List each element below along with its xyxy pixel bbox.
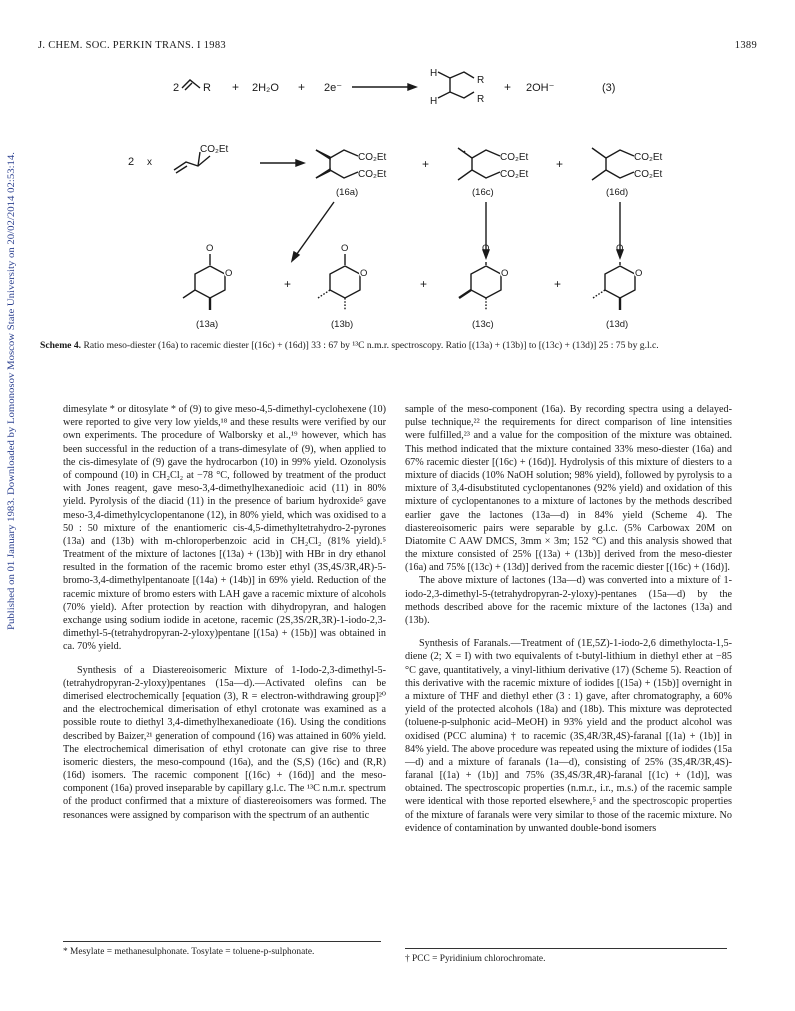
eq-coefficient: 2 (173, 82, 180, 94)
plus-13c-13d: + (554, 277, 562, 291)
13a-o-carbonyl: O (206, 243, 214, 254)
arrow-16a-13a (294, 202, 334, 258)
lactone-13b (318, 243, 367, 330)
plus-13b-13c: + (420, 277, 428, 291)
eq-plus-3: + (504, 80, 512, 94)
scheme-caption (40, 340, 755, 353)
reactant-times: x (147, 157, 152, 168)
eq-r-bottom: R (477, 94, 485, 105)
footnote-rule-left (63, 941, 381, 942)
13a-o-ring: O (225, 268, 233, 279)
plus-16c-16d: + (556, 157, 564, 171)
ethyl-crotonate (128, 144, 304, 173)
scheme-4-figure (40, 62, 760, 334)
13d-label: (13d) (606, 319, 629, 330)
16d-label: (16d) (606, 187, 629, 198)
footnote-rule-right (405, 948, 727, 949)
16a-lower (330, 170, 358, 178)
16d-upper (606, 150, 634, 158)
eq-hydroxide: 2OH⁻ (526, 82, 555, 94)
page-number: 1389 (734, 40, 757, 51)
footnote-left (63, 946, 386, 958)
left-column (63, 403, 386, 822)
eq-plus-2: + (298, 80, 306, 94)
eq-water: 2H₂O (252, 82, 279, 94)
16c-label: (16c) (472, 187, 494, 198)
right-column (405, 403, 732, 835)
dimer-upper-arm (450, 72, 474, 78)
16d-ester-top: CO₂Et (634, 152, 663, 163)
13b-o-ring: O (360, 268, 368, 279)
13c-o-carbonyl: O (482, 243, 490, 254)
16a-label: (16a) (336, 187, 359, 198)
diester-16c (458, 148, 529, 198)
left-paragraph-2: Synthesis of a Diastereoisomeric Mixture of 1-Iodo-2,3-dimethyl-5-(tetrahydropyran-2-yloxy)pentanes (15a—d).—Activated olefins can be dimerised electrochemically [equation (3), R = electron-withdrawing group]²⁰ and the electrochemical dimerisation of ethyl crotonate was examined as a possible route to diethyl 3,4-dimethylhexanedioate (16). Using the conditions described by Baizer,²¹ generation of compound (16) was attained in 60% yield. The electrochemical dimerisation of ethyl crotonate can give rise to three isomeric diesters, the meso-compound (16a), and the (S,S) (16c) and (R,R) (16d) isomers. The racemic component [(16c) + (16d)] and the meso-component (16a) proved inseparable by capillary g.l.c. The ¹³C n.m.r. spectrum of the product confirmed that a mixture of diastereoisomers was formed. The resonances were assigned by comparison with the spectrum of an authentic (63, 664, 386, 821)
13a-label: (13a) (196, 319, 219, 330)
13c-methyl-1 (459, 290, 471, 298)
eq-plus-1: + (232, 80, 240, 94)
13c-label: (13c) (472, 319, 494, 330)
eq-arrowhead (408, 84, 416, 90)
13c-o-ring: O (501, 268, 509, 279)
13a-methyl-1 (183, 290, 195, 298)
right-paragraph-2: The above mixture of lactones (13a—d) was converted into a mixture of 1-iodo-2,3-dimethyl-5-(tetrahydropyran-2-yloxy)-pentanes (15a—d) by the methods described above for the racemic mixture of the lactones (13a) and (13b). (405, 575, 732, 626)
equation-3 (173, 68, 615, 107)
16a-ester-bottom: CO₂Et (358, 169, 387, 180)
16c-backbone (458, 148, 472, 180)
16a-upper (330, 150, 358, 158)
left-paragraph-1: dimesylate * or ditosylate * of (9) to give meso-4,5-dimethyl-cyclohexene (10) were reported to give very low yields,¹⁸ and these results were verified by our own experiments. The procedure of Walborsky et al.,¹⁹ however, which has been successful in the reduction of a trans-dimesylate of (9), when applied to the cis-dimesylate of (9) gave the hydrocarbon (10) in 99% yield. Ozonolysis of compound (10) in CH₂Cl₂ at −78 °C, followed by treatment of the product with Jones reagent, gave meso-3,4-dimethylhexanedioic acid (11) in 80% yield. Pyrolysis of the diacid (11) in the presence of barium hydroxide⁵ gave meso-3,4-dimethylcyclopentanone (12), in 80% yield, which was oxidised to a 50 : 50 mixture of the enantiomeric cis-4,5-dimethyltetrahydro-2-pyrones (13a) and (13b) with m-chloroperbenzoic acid in CH₂Cl₂ (81% yield).⁵ Treatment of the mixture of lactones [(13a) + (13b)] with HBr in dry ethanol resulted in the formation of the racemic bromo ester ethyl (3S,4S/3R,4R)-5-bromo-3,4-dimethylpentanoate [(14a) + (14b)] in 69% yield. Reduction of the racemic mixture of bromo esters with LAH gave a racemic mixture of alcohols (70% yield). After protection by reaction with dihydropyran, and halogen exchange using sodium iodide in acetone, racemic (2S,3S/2R,3R)-1-iodo-2,3-dimethyl-5-(tetrahydropyran-2-yloxy)pentane [(15a) + (15b)] was obtained in ca. 70% yield. (63, 404, 386, 653)
13d-methyl-1 (593, 290, 605, 298)
16a-ester-top: CO₂Et (358, 152, 387, 163)
eq-number: (3) (602, 82, 616, 94)
16c-upper (472, 150, 500, 158)
caption-text: Ratio meso-diester (16a) to racemic diester [(16c) + (16d)] 33 : 67 by ¹³C n.m.r. spectroscopy. Ratio [(13a) + (13b)] to [(13c) + (13d)] 25 : 75 by g.l.c. (83, 340, 659, 351)
eq-h-bottom: H (430, 96, 438, 107)
plus-16a-16c: + (422, 157, 430, 171)
footnote-mesylate: * Mesylate = methanesulphonate. Tosylate = toluene-p-sulphonate. (63, 947, 315, 957)
13c-ring (471, 266, 501, 298)
13a-ring (195, 266, 225, 298)
diester-16a (316, 150, 387, 198)
13d-o-ring: O (635, 268, 643, 279)
download-watermark (2, 150, 18, 630)
16c-hash-1 (464, 150, 466, 152)
16a-wedge-2 (316, 169, 330, 178)
journal-header: J. CHEM. SOC. PERKIN TRANS. I 1983 (38, 40, 226, 51)
caption-title: Scheme 4. (40, 340, 82, 351)
16d-ester-bottom: CO₂Et (634, 169, 663, 180)
eq-r-top: R (477, 75, 485, 86)
plus-13a-13b: + (284, 277, 292, 291)
16c-lower (472, 170, 500, 178)
eq-electrons: 2e⁻ (324, 82, 343, 94)
lactone-13d (593, 243, 642, 330)
lactone-13c (459, 243, 508, 330)
dimer-skeleton (438, 72, 450, 98)
footnote-pcc: † PCC = Pyridinium chlorochromate. (405, 954, 546, 964)
lactone-13a (183, 243, 232, 330)
13d-ring (605, 266, 635, 298)
16c-ester-top: CO₂Et (500, 152, 529, 163)
13b-ring (330, 266, 360, 298)
footnote-right (405, 953, 732, 965)
16c-ester-bottom: CO₂Et (500, 169, 529, 180)
right-paragraph-1: sample of the meso-component (16a). By recording spectra using a delayed-pulse technique,²² the requirements for direct comparison of line intensities were fulfilled,²³ and a value for the composition of the mixture was obtained. This method indicated that the mixture contained 33% meso-diester (16a) and 67% racemic diester [(16c) + (16d)]. Hydrolysis of this mixture of diesters to a mixture of diacids (10% NaOH solution; 98% yield), followed by pyrolysis to a mixture of 3,4-disubstituted cyclopentanones (92% yield) and oxidation of this mixture of cyclopentanones to a mixture of lactones by the methods described earlier gave the lactones (13a—d) in 84% yield (Scheme 4). The diastereoisomeric pairs were separable by g.l.c. (5% Carbowax 20M on Diatomite C AAW DMCS, 3mm × 3m; 152 °C) and this analysis showed that the mixture consisted of 25% [(13a) + (13b)] derived from the meso-diester (16a) and 75% [(13c) + (13d)] derived from the racemic diester [(16c) + (16d)]. (405, 404, 732, 574)
eq-r-group: R (203, 82, 211, 94)
right-paragraph-3: Synthesis of Faranals.—Treatment of (1E,5Z)-1-iodo-2,6 dimethylocta-1,5-diene (2; X = I) with two equivalents of t-butyl-lithium in diethyl ether at −85 °C gave, quantitatively, a vinyl-lithium derivative (17) (Scheme 5). Reaction of this derivative with the racemic mixture of iodides [(15a) + (15b)] overnight in a mixture of THF and diethyl ether (3 : 1) gave, after chromatography, a 60% yield of the protected alcohols (18a) and (18b). This mixture was deprotected (toluene-p-sulphonic acid–MeOH) in 93% yield and the product alcohol was oxidised (PCC alumina) † to racemic (3S,4R/3R,4S)-faranal [(1a) + (1b)] in 84% yield. The above procedure was repeated using the mixture of iodides (15a—d) and a mixture of faranals (1a—d), consisting of 25% (3S,4R/3R,4S)-faranal [(1a) + (1b)] and 75% (3S,4S/3R,4R)-faranal [(1c) + (1d)], was obtained. The spectroscopic properties (n.m.r., i.r., m.s.) of the racemic sample were identical with those reported elsewhere,⁵ and the spectroscopic properties of the mixture of faranals were very similar to those of the racemic mixture. No evidence of contamination by unwanted double-bond isomers (405, 638, 732, 834)
13b-label: (13b) (331, 319, 354, 330)
eq-h-top: H (430, 68, 438, 79)
13b-o-carbonyl: O (341, 243, 349, 254)
16d-backbone (592, 148, 606, 180)
reactant-prefix: 2 (128, 156, 135, 168)
reaction-arrowhead (296, 160, 304, 166)
16a-wedge-1 (316, 150, 330, 159)
diester-16d (592, 148, 663, 198)
dimer-lower-arm (450, 92, 474, 98)
13b-methyl-1 (318, 290, 330, 298)
watermark-text: Published on 01 January 1983. Downloaded by Lomonosov Moscow State University on 20/02/2014 02:53:14. (7, 216, 17, 630)
16d-lower (606, 170, 634, 178)
crotonate-ester: CO₂Et (200, 144, 229, 155)
13d-o-carbonyl: O (616, 243, 624, 254)
crotonate-chain (174, 156, 210, 170)
